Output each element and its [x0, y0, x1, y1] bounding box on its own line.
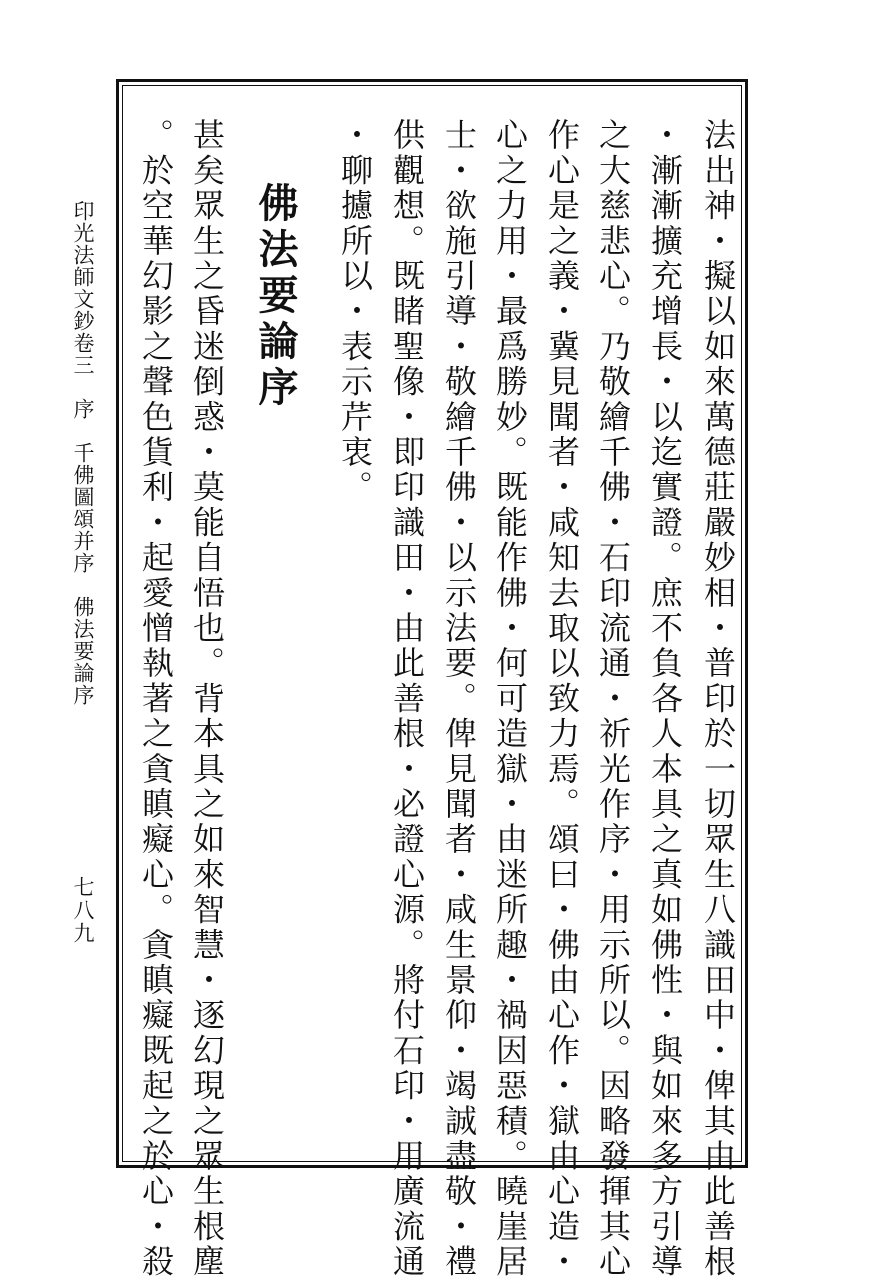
text-column-10: 。於空華幻影之聲色貨利・起愛憎執著之貪瞋癡心。貪瞋癡既起之於心・殺 — [137, 118, 175, 1280]
running-header — [72, 200, 93, 706]
text-column-4: 作心是之義・冀見聞者・咸知去取以致力焉。頌曰・佛由心作・獄由心造・ — [543, 118, 581, 1280]
text-column-9: 甚矣眾生之昏迷倒惑・莫能自悟也。背本具之如來智慧・逐幻現之眾生根塵 — [188, 118, 226, 1280]
header-section: 序 — [71, 398, 95, 420]
header-articles: 千佛圖頌并序 — [71, 442, 95, 574]
text-column-2: ・漸漸擴充增長・以迄實證。庶不負各人本具之真如佛性・與如來多方引導 — [646, 118, 684, 1280]
text-column-3: 之大慈悲心。乃敬繪千佛・石印流通・祈光作序・用示所以。因略發揮其心 — [594, 118, 632, 1280]
header-book-title: 印光法師文鈔卷三 — [71, 200, 95, 376]
article-title: 佛法要論序 — [252, 182, 299, 412]
page-number: 七八九 — [71, 876, 95, 945]
text-column-8: ・聊攄所以・表示芹衷。 — [336, 118, 374, 506]
text-column-5: 心之力用・最爲勝妙。既能作佛・何可造獄・由迷所趣・禍因惡積。曉崖居 — [491, 118, 529, 1280]
text-column-6: 士・欲施引導・敬繪千佛・以示法要。俾見聞者・咸生景仰・竭誠盡敬・禮 — [440, 118, 478, 1280]
text-column-1: 法出神・擬以如來萬德莊嚴妙相・普印於一切眾生八識田中・俾其由此善根 — [699, 118, 737, 1280]
header-current-article: 佛法要論序 — [71, 596, 95, 706]
text-column-7: 供觀想。既睹聖像・即印識田・由此善根・必證心源。將付石印・用廣流通 — [388, 118, 426, 1280]
